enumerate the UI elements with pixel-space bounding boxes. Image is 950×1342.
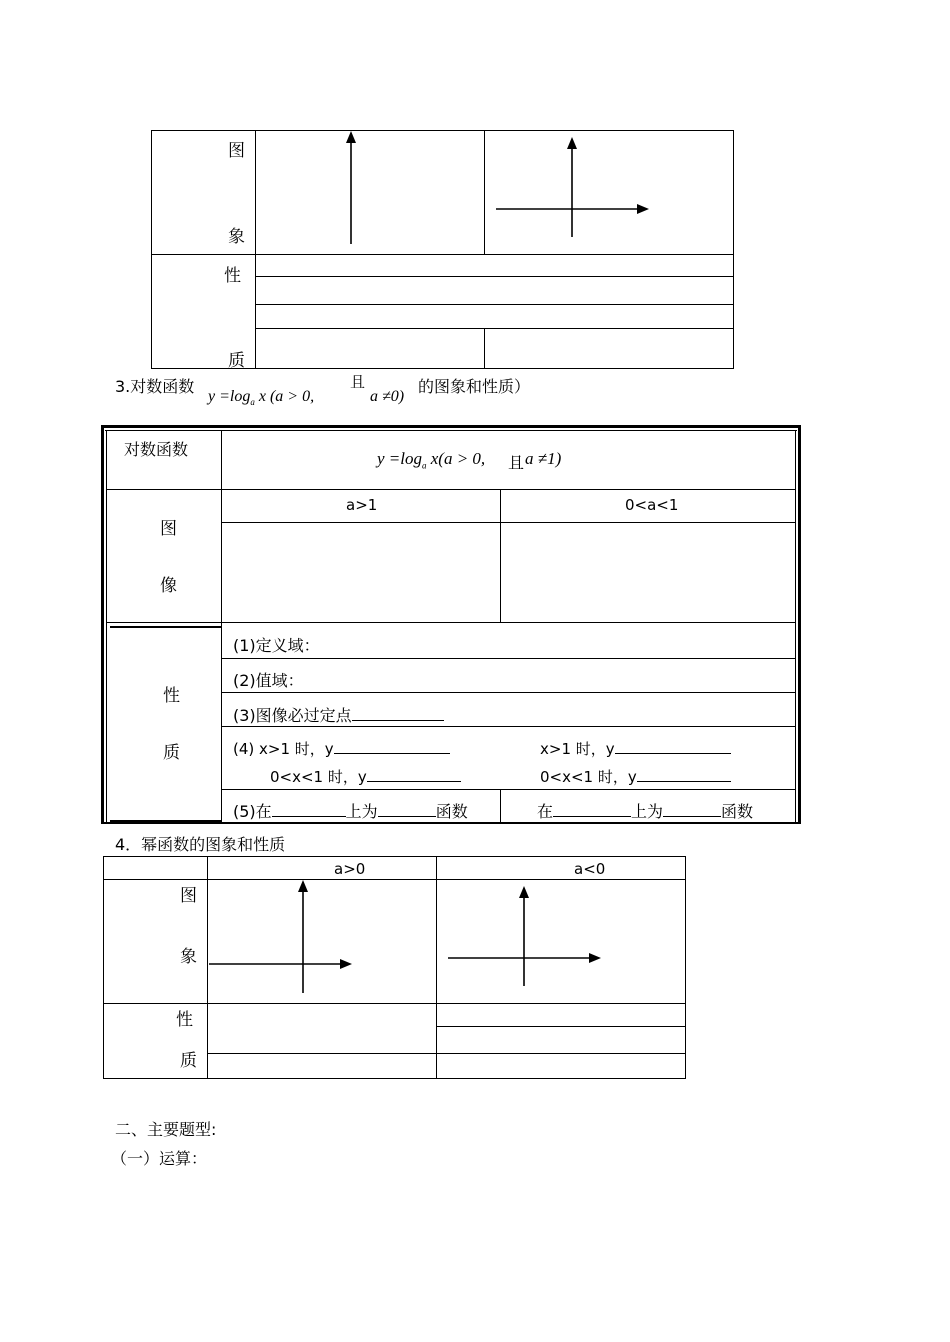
col-a-positive: a>0 [334, 860, 366, 878]
header-label: 对数函数 [124, 440, 189, 459]
table-border [221, 522, 796, 523]
row-label: 性 [224, 266, 241, 286]
prop-sign-text: x>1 时，y [540, 740, 615, 758]
section-3-formula [208, 388, 314, 407]
table-border [733, 130, 734, 369]
answer-blank[interactable] [272, 802, 346, 817]
table-border [151, 130, 734, 131]
prop-label: 性 [176, 1010, 193, 1030]
row-label: 图 [228, 141, 245, 161]
graph-label: 像 [160, 576, 177, 596]
table-border [484, 328, 485, 369]
section-3-prefix: 3.对数函数 [115, 377, 195, 396]
graph-label: 象 [180, 947, 197, 967]
table-border [106, 489, 796, 490]
prop-monotonic-text: 函数 [435, 802, 468, 821]
answer-blank[interactable] [378, 802, 436, 817]
table-border [151, 254, 734, 255]
prop-monotonic-text: 上为 [345, 802, 378, 821]
table-border [151, 130, 152, 369]
table-border [436, 856, 437, 1079]
table-border [500, 789, 501, 824]
table-border [103, 856, 104, 1079]
table-border [110, 626, 221, 628]
answer-blank[interactable] [663, 802, 721, 817]
prop-fixed-point [233, 703, 444, 726]
prop-monotonic-text: 函数 [721, 802, 754, 821]
prop-monotonic-right [537, 799, 753, 822]
prop-range: (2)值域： [233, 671, 304, 690]
graph-label: 图 [180, 886, 197, 906]
prop-monotonic-text: 上为 [631, 802, 664, 821]
prop-sign-text: 0<x<1 时，y [270, 768, 367, 786]
table-border [103, 1003, 686, 1004]
coordinate-axes-icon [494, 136, 654, 240]
col-a-negative: a<0 [574, 860, 606, 878]
table-border [255, 130, 256, 369]
prop-sign-left-1 [233, 738, 450, 759]
table-border [106, 622, 796, 623]
table-border [221, 789, 796, 790]
prop-monotonic-left [233, 799, 468, 822]
formula-sub: a [422, 460, 427, 471]
col-a-between: 0<a<1 [625, 496, 679, 514]
table-border [255, 328, 734, 329]
coordinate-axes-icon [447, 885, 607, 989]
answer-blank[interactable] [367, 767, 461, 782]
table-border [221, 692, 796, 693]
table-border [110, 820, 221, 822]
row-label: 象 [228, 227, 245, 247]
table-border [484, 130, 485, 255]
answer-blank[interactable] [615, 739, 731, 754]
table-border [798, 425, 801, 824]
table-border [103, 1078, 686, 1079]
section-4-title: 4．幂函数的图象和性质 [115, 835, 286, 854]
answer-blank[interactable] [334, 739, 450, 754]
prop-monotonic-text: 在 [537, 802, 554, 821]
table-border [101, 425, 104, 824]
table-border [101, 425, 801, 428]
formula-rest: x (a > 0, [254, 388, 315, 405]
answer-blank[interactable] [352, 706, 444, 721]
formula-rest: x(a > 0, [426, 449, 486, 468]
prop-domain: (1)定义域： [233, 636, 320, 655]
table-border [207, 1053, 686, 1054]
table-border [101, 822, 801, 824]
table-border [255, 304, 734, 305]
formula-main: y =log [208, 388, 251, 405]
prop-sign-right-1 [540, 738, 731, 759]
formula-sub: a [250, 397, 255, 408]
table-border [685, 856, 686, 1079]
prop-label: 质 [163, 743, 180, 763]
table-border [103, 856, 686, 857]
y-axis-arrow-icon [340, 130, 364, 248]
prop-monotonic-text: (5)在 [233, 802, 272, 821]
prop-sign-text: 0<x<1 时，y [540, 768, 637, 786]
table-border [221, 726, 796, 727]
prop-fixed-point-text: (3)图像必过定点 [233, 706, 352, 725]
table-border [500, 489, 501, 623]
table-border [436, 1026, 686, 1027]
col-a-gt-1: a>1 [346, 496, 378, 514]
sub-heading: （一）运算： [111, 1149, 208, 1168]
answer-blank[interactable] [553, 802, 631, 817]
table-border [255, 276, 734, 277]
main-heading: 二、主要题型: [115, 1120, 217, 1139]
prop-label: 性 [163, 686, 180, 706]
graph-label: 图 [160, 519, 177, 539]
coordinate-axes-icon [208, 879, 358, 995]
prop-label: 质 [180, 1051, 197, 1071]
prop-sign-left-2 [270, 766, 461, 787]
answer-blank[interactable] [637, 767, 731, 782]
header-formula [377, 449, 485, 470]
section-3-suffix: 的图象和性质） [418, 377, 531, 396]
table-border [105, 430, 797, 431]
row-label: 质 [228, 351, 245, 371]
header-formula-cond: a ≠1) [525, 449, 562, 468]
section-3-and: 且 [350, 373, 366, 391]
table-border [221, 658, 796, 659]
header-formula-and: 且 [508, 453, 525, 472]
prop-sign-text: (4) x>1 时，y [233, 740, 334, 758]
table-border [103, 879, 686, 880]
prop-sign-right-2 [540, 766, 731, 787]
section-3-cond: a ≠0) [370, 388, 405, 405]
formula-main: y =log [377, 449, 422, 468]
